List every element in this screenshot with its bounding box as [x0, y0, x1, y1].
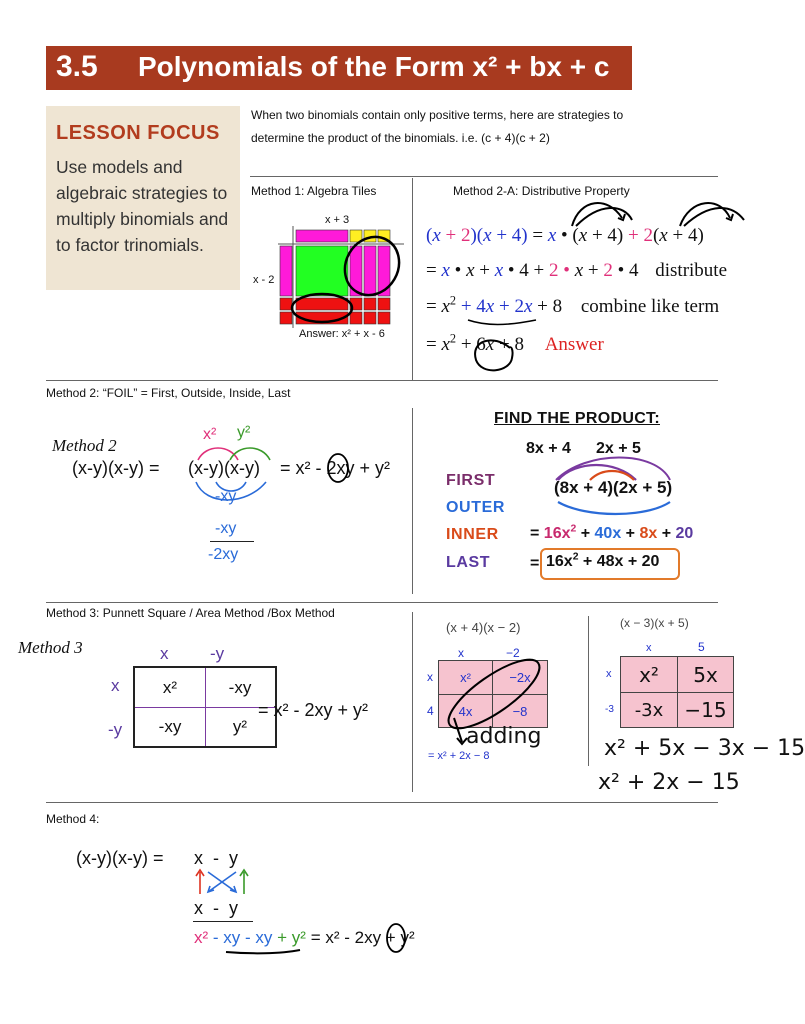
example-b-row-header: -3	[605, 704, 614, 715]
example-a-cell: −2x	[509, 670, 531, 685]
method4-result: = x² - 2xy + y²	[310, 928, 415, 947]
example-b-cell: −15	[684, 698, 727, 722]
find-product-title: FIND THE PRODUCT:	[494, 410, 660, 427]
method4-arrows	[192, 866, 252, 896]
example-b-cell: -3x	[634, 699, 664, 721]
distribute-line-2: = x • x + x • 4 + 2 • x + 2 • 4 distribute	[426, 260, 728, 281]
method3-title: Method 3	[18, 638, 83, 657]
method2-title: Method 2	[52, 436, 117, 455]
intro-line-1: When two binomials contain only positive terms, here are strategies to	[251, 108, 624, 122]
distribute-note: distribute	[655, 260, 728, 281]
combine-note: combine like term	[580, 296, 720, 317]
method2-label: Method 2: “FOIL” = First, Outside, Inside, Last	[46, 386, 291, 400]
divider	[46, 802, 718, 803]
lesson-focus-body: Use models and algebraic strategies to multiply binomials and to factor trinomials.	[56, 157, 229, 255]
lesson-focus-box	[46, 106, 240, 290]
method4-bottom-row: x - y	[194, 898, 238, 918]
tiles-answer: Answer: x² + x - 6	[299, 328, 385, 340]
algebra-tiles	[276, 224, 406, 330]
tile-x	[364, 246, 376, 296]
tile-x-magenta-top	[296, 230, 348, 242]
foil-stack-sum: -2xy	[208, 546, 239, 563]
product-answer: $16x^2 + 48x + 20$	[546, 551, 660, 570]
foil-stack-term: -xy	[215, 488, 237, 505]
foil-arcs	[186, 440, 306, 522]
example-a-row-header: x	[427, 670, 433, 684]
foil-last-term: y²	[237, 424, 251, 441]
example-b-col-header: 5	[698, 640, 705, 654]
method4-term: + y²	[277, 928, 306, 947]
punnett-row-header: x	[111, 676, 120, 695]
foil-inner-label: INNER	[446, 526, 499, 543]
product-expansion: = $16x^2 + 40x + 8x + 20$	[530, 523, 694, 542]
factor-2: 2x + 5	[596, 440, 641, 457]
punnett-result: = x² - 2xy + y²	[258, 700, 369, 720]
divider	[250, 176, 718, 177]
example-a-cell: −8	[512, 703, 528, 719]
example-b-cell: x²	[639, 662, 659, 687]
example-b-expression: (x − 3)(x + 5)	[620, 616, 689, 630]
foil-last-label: LAST	[446, 554, 491, 571]
distribute-markup	[466, 300, 546, 380]
foil-first-label: FIRST	[446, 472, 496, 489]
product-expression: (8x + 4)(2x + 5)	[554, 478, 673, 497]
answer-note: Answer	[544, 334, 604, 355]
method4-markup	[220, 920, 420, 960]
tile-neg-unit	[280, 312, 292, 324]
foil-expr-left: (x-y)(x-y) =	[72, 458, 160, 478]
punnett-square	[133, 666, 277, 748]
punnett-row-header: -y	[108, 720, 123, 739]
divider	[412, 612, 413, 792]
punnett-cell: x²	[162, 677, 178, 697]
intro-line-2: determine the product of the binomials. i.e. (c + 4)(c + 2)	[251, 131, 550, 145]
example-a-col-header: −2	[506, 646, 520, 660]
example-b-cell: 5x	[693, 662, 718, 687]
method4-label: Method 4:	[46, 812, 100, 826]
punnett-cell: -xy	[158, 716, 182, 736]
divider	[46, 380, 718, 381]
tiles-top-label: x + 3	[325, 214, 350, 226]
section-number: 3.5	[56, 50, 98, 83]
tiles-side-label: x - 2	[253, 274, 275, 286]
method2a-label: Method 2-A: Distributive Property	[453, 184, 630, 198]
section-title-bar	[46, 46, 632, 90]
tile-x-magenta-side	[280, 246, 292, 296]
example-a-cell: 4x	[458, 703, 473, 719]
distribute-line-1: (x + 2)(x + 4) = x • (x + 4) + 2(x + 4)	[426, 225, 704, 246]
factor-1: 8x + 4	[526, 440, 571, 457]
method4-term: x²	[194, 928, 209, 947]
example-a-col-header: x	[458, 646, 464, 660]
foil-stack-term: -xy	[215, 520, 237, 537]
method4-term: - xy	[212, 928, 241, 947]
divider	[412, 178, 413, 380]
distribute-line-3: = $x^2 + 4x + 2x + 8$ combine like term	[426, 293, 720, 317]
example-b-line-2: x² + 2x − 15	[598, 770, 740, 795]
method3-label: Method 3: Punnett Square / Area Method /Box Method	[46, 606, 335, 620]
method4-expr-left: (x-y)(x-y) =	[76, 848, 164, 868]
foil-result: = x² - 2xy + y²	[280, 458, 391, 478]
example-a-row-header: 4	[427, 704, 434, 718]
tile-x-squared	[296, 246, 348, 296]
distribute-line-4: = $x^2 + 6x + 8$ Answer	[426, 331, 604, 355]
tile-neg-x	[296, 298, 348, 310]
foil-first-term: x²	[203, 426, 217, 443]
example-b-row-header: x	[606, 668, 612, 680]
method4-term: - xy	[245, 928, 273, 947]
punnett-cell: -xy	[228, 677, 252, 697]
example-a-note: adding	[466, 724, 542, 749]
divider	[588, 616, 589, 766]
foil-expr-mid: (x-y)(x-y)	[188, 458, 260, 478]
example-b-col-header: x	[646, 642, 652, 654]
tile-neg-unit	[280, 298, 292, 310]
example-a-result: = x² + 2x − 8	[428, 750, 490, 762]
divider	[412, 408, 413, 594]
punnett-cell: y²	[232, 716, 248, 736]
sum-line	[210, 541, 254, 542]
example-b-box	[620, 656, 734, 728]
divider	[46, 602, 718, 603]
lesson-focus-heading: LESSON FOCUS	[56, 122, 220, 144]
section-title: Polynomials of the Form x² + bx + c	[138, 51, 610, 82]
example-a-expression: (x + 4)(x − 2)	[446, 620, 521, 635]
example-b-line-1: x² + 5x − 3x − 15	[604, 736, 805, 761]
method4-top-row: x - y	[194, 848, 238, 868]
punnett-col-header: -y	[210, 644, 225, 663]
punnett-col-header: x	[160, 644, 169, 663]
method1-label: Method 1: Algebra Tiles	[251, 184, 377, 198]
example-a-cell: x²	[460, 670, 471, 685]
product-answer-eq: =	[530, 555, 540, 572]
foil-outer-label: OUTER	[446, 499, 505, 516]
